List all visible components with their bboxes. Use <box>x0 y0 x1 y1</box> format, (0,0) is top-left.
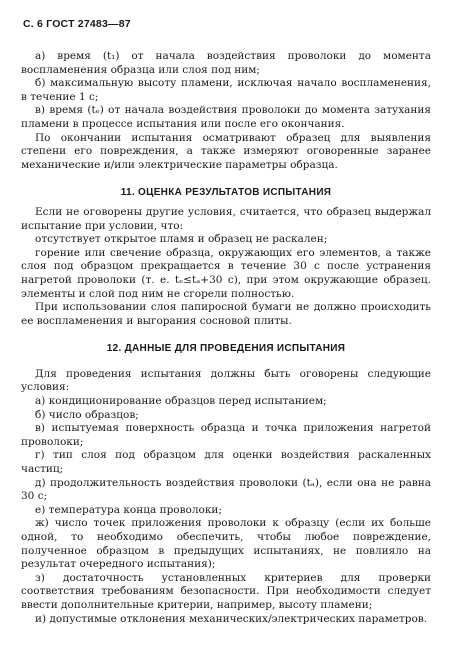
paragraph: При использовании слоя папиросной бумаги не должно происходить ее воспламенения и выгорания сосновой плиты. <box>21 301 431 327</box>
section-title: 12. ДАННЫЕ ДЛЯ ПРОВЕДЕНИЯ ИСПЫТАНИЯ <box>106 343 346 355</box>
list-item: е) температура конца проволоки; <box>35 503 222 516</box>
list-item: д) продолжительность воздействия проволоки (tₐ), если она не равна 30 с; <box>21 476 431 503</box>
paragraph: Для проведения испытания должны быть оговорены следующие условия: <box>21 367 431 394</box>
list-item: а) кондиционирование образцов перед испытанием; <box>35 395 327 408</box>
paragraph: отсутствует открытое пламя и образец не раскален; <box>35 233 328 246</box>
list-item: б) число образцов; <box>35 408 139 421</box>
list-item: з) достаточность установленных критериев для проверки соответствия требованиям безопасности. При необходимости следует ввести дополнительные критерии, например, высоту пламени; <box>21 571 431 611</box>
section-title: 11. ОЦЕНКА РЕЗУЛЬТАТОВ ИСПЫТАНИЯ <box>120 187 332 199</box>
list-item: б) максимальную высоту пламени, исключая начало воспламенения, в течение 1 с; <box>21 77 431 103</box>
list-item: а) время (t₁) от начала воздействия проволоки до момента воспламенения образца или слоя под ним; <box>21 50 431 76</box>
paragraph: По окончании испытания осматривают образец для выявления степени его повреждения, а также измеряют оговоренные заранее механические и/или электрические параметры образца. <box>21 131 431 171</box>
document-body <box>21 50 431 626</box>
list-item: г) тип слоя под образцом для оценки воздействия раскаленных частиц; <box>21 449 431 476</box>
page-header: С. 6 ГОСТ 27483—87 <box>23 18 131 30</box>
list-item: в) испытуемая поверхность образца и точка приложения нагретой проволоки; <box>21 422 431 448</box>
list-item: ж) число точек приложения проволоки к образцу (если их больше одной, то необходимо обеспечить, чтобы любое повреждение, полученное образцом в предыдущих испытаниях, не повлияло на результат очередного испытания); <box>21 517 431 571</box>
list-item: и) допустимые отклонения механических/электрических параметров. <box>35 612 428 625</box>
list-item: в) время (tₑ) от начала воздействия проволоки до момента затухания пламени в процессе испытания или после его окончания. <box>21 104 431 130</box>
paragraph: горение или свечение образца, окружающих его элементов, а также слоя под образцом прекращается в течение 30 с после устранения нагретой проволоки (т. е. tₑ≤tₐ+30 с), при этом окружающие образец. элементы и слой под ним не сгорели полностью. <box>21 246 431 300</box>
paragraph: Если не оговорены другие условия, считается, что образец выдержал испытание при условии, что: <box>21 205 431 232</box>
